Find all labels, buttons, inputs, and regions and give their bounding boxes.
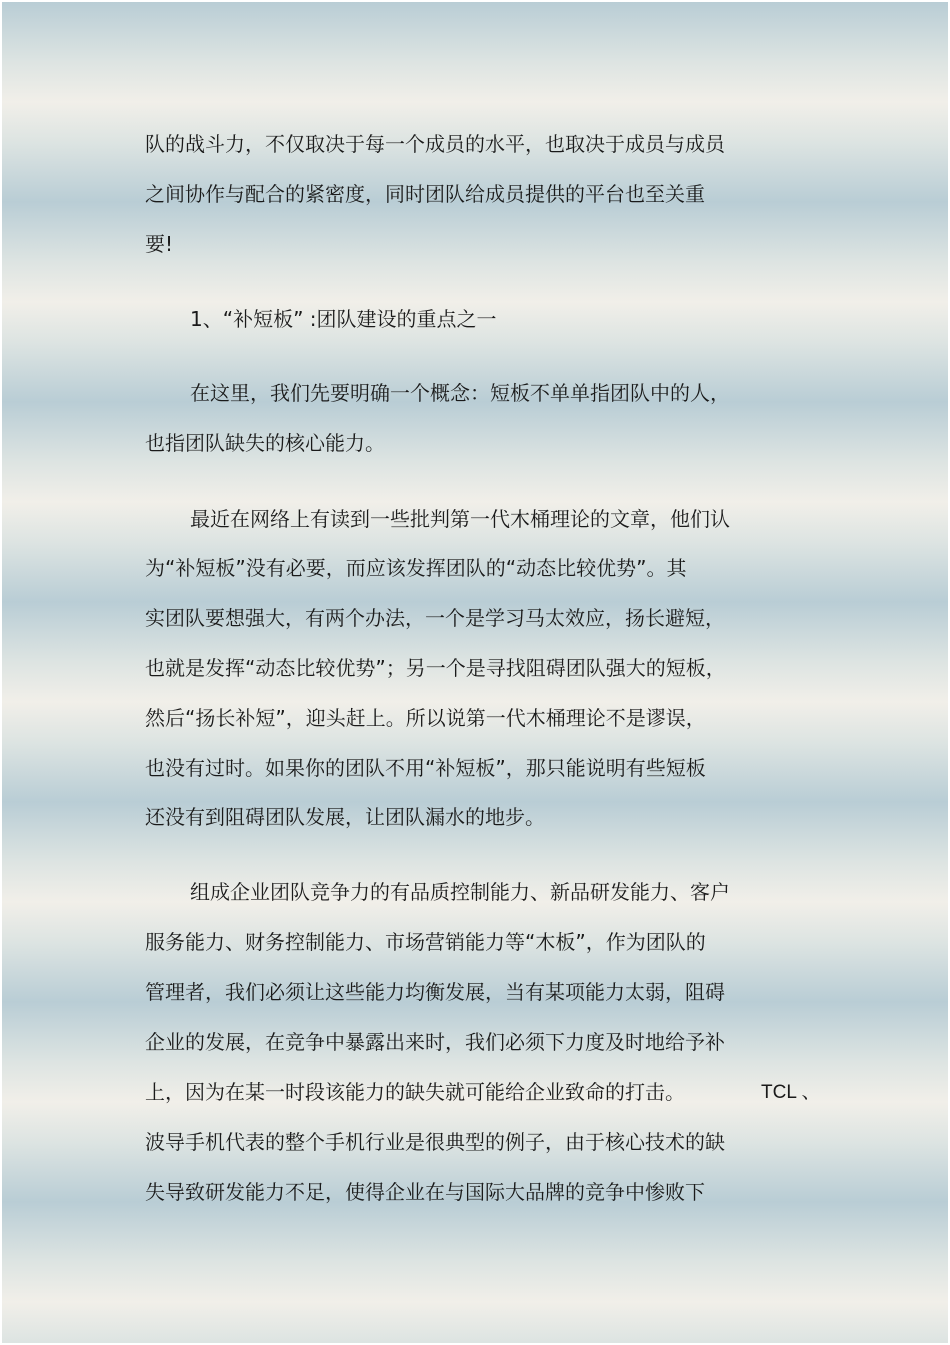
tcl-label: TCL 、 — [761, 1082, 821, 1103]
text-line: 服务能力、财务控制能力、市场营销能力等“木板”，作为团队的 — [145, 930, 706, 954]
text-line: 也指团队缺失的核心能力。 — [145, 431, 385, 455]
text-line: 在这里，我们先要明确一个概念：短板不单单指团队中的人， — [190, 381, 730, 405]
text-line: 波导手机代表的整个手机行业是很典型的例子，由于核心技术的缺 — [145, 1130, 725, 1154]
text-line: 组成企业团队竞争力的有品质控制能力、新品研发能力、客户 — [190, 880, 730, 904]
text-line: 然后“扬长补短”，迎头赶上。所以说第一代木桶理论不是谬误， — [145, 706, 706, 730]
text-line: 也没有过时。如果你的团队不用“补短板”，那只能说明有些短板 — [145, 756, 706, 780]
text-line: 要! — [145, 232, 174, 256]
text-line: 队的战斗力，不仅取决于每一个成员的水平，也取决于成员与成员 — [145, 132, 725, 156]
text-line: 实团队要想强大，有两个办法，一个是学习马太效应，扬长避短， — [145, 606, 725, 630]
text-line: 也就是发挥“动态比较优势”；另一个是寻找阻碍团队强大的短板， — [145, 656, 726, 680]
text-line: 管理者，我们必须让这些能力均衡发展，当有某项能力太弱，阻碍 — [145, 980, 725, 1004]
section-heading: 1、“补短板” :团队建设的重点之一 — [190, 307, 497, 331]
text-line: 上，因为在某一时段该能力的缺失就可能给企业致命的打击。 — [145, 1080, 685, 1104]
text-line: 企业的发展，在竞争中暴露出来时，我们必须下力度及时地给予补 — [145, 1030, 725, 1054]
text-line: 还没有到阻碍团队发展，让团队漏水的地步。 — [145, 805, 545, 829]
text-line: 之间协作与配合的紧密度，同时团队给成员提供的平台也至关重 — [145, 182, 705, 206]
text-line: 最近在网络上有读到一些批判第一代木桶理论的文章，他们认 — [190, 507, 730, 531]
text-line: 失导致研发能力不足，使得企业在与国际大品牌的竞争中惨败下 — [145, 1180, 705, 1204]
document-page — [2, 2, 948, 1343]
text-line: 为“补短板”没有必要，而应该发挥团队的“动态比较优势”。其 — [145, 556, 687, 580]
